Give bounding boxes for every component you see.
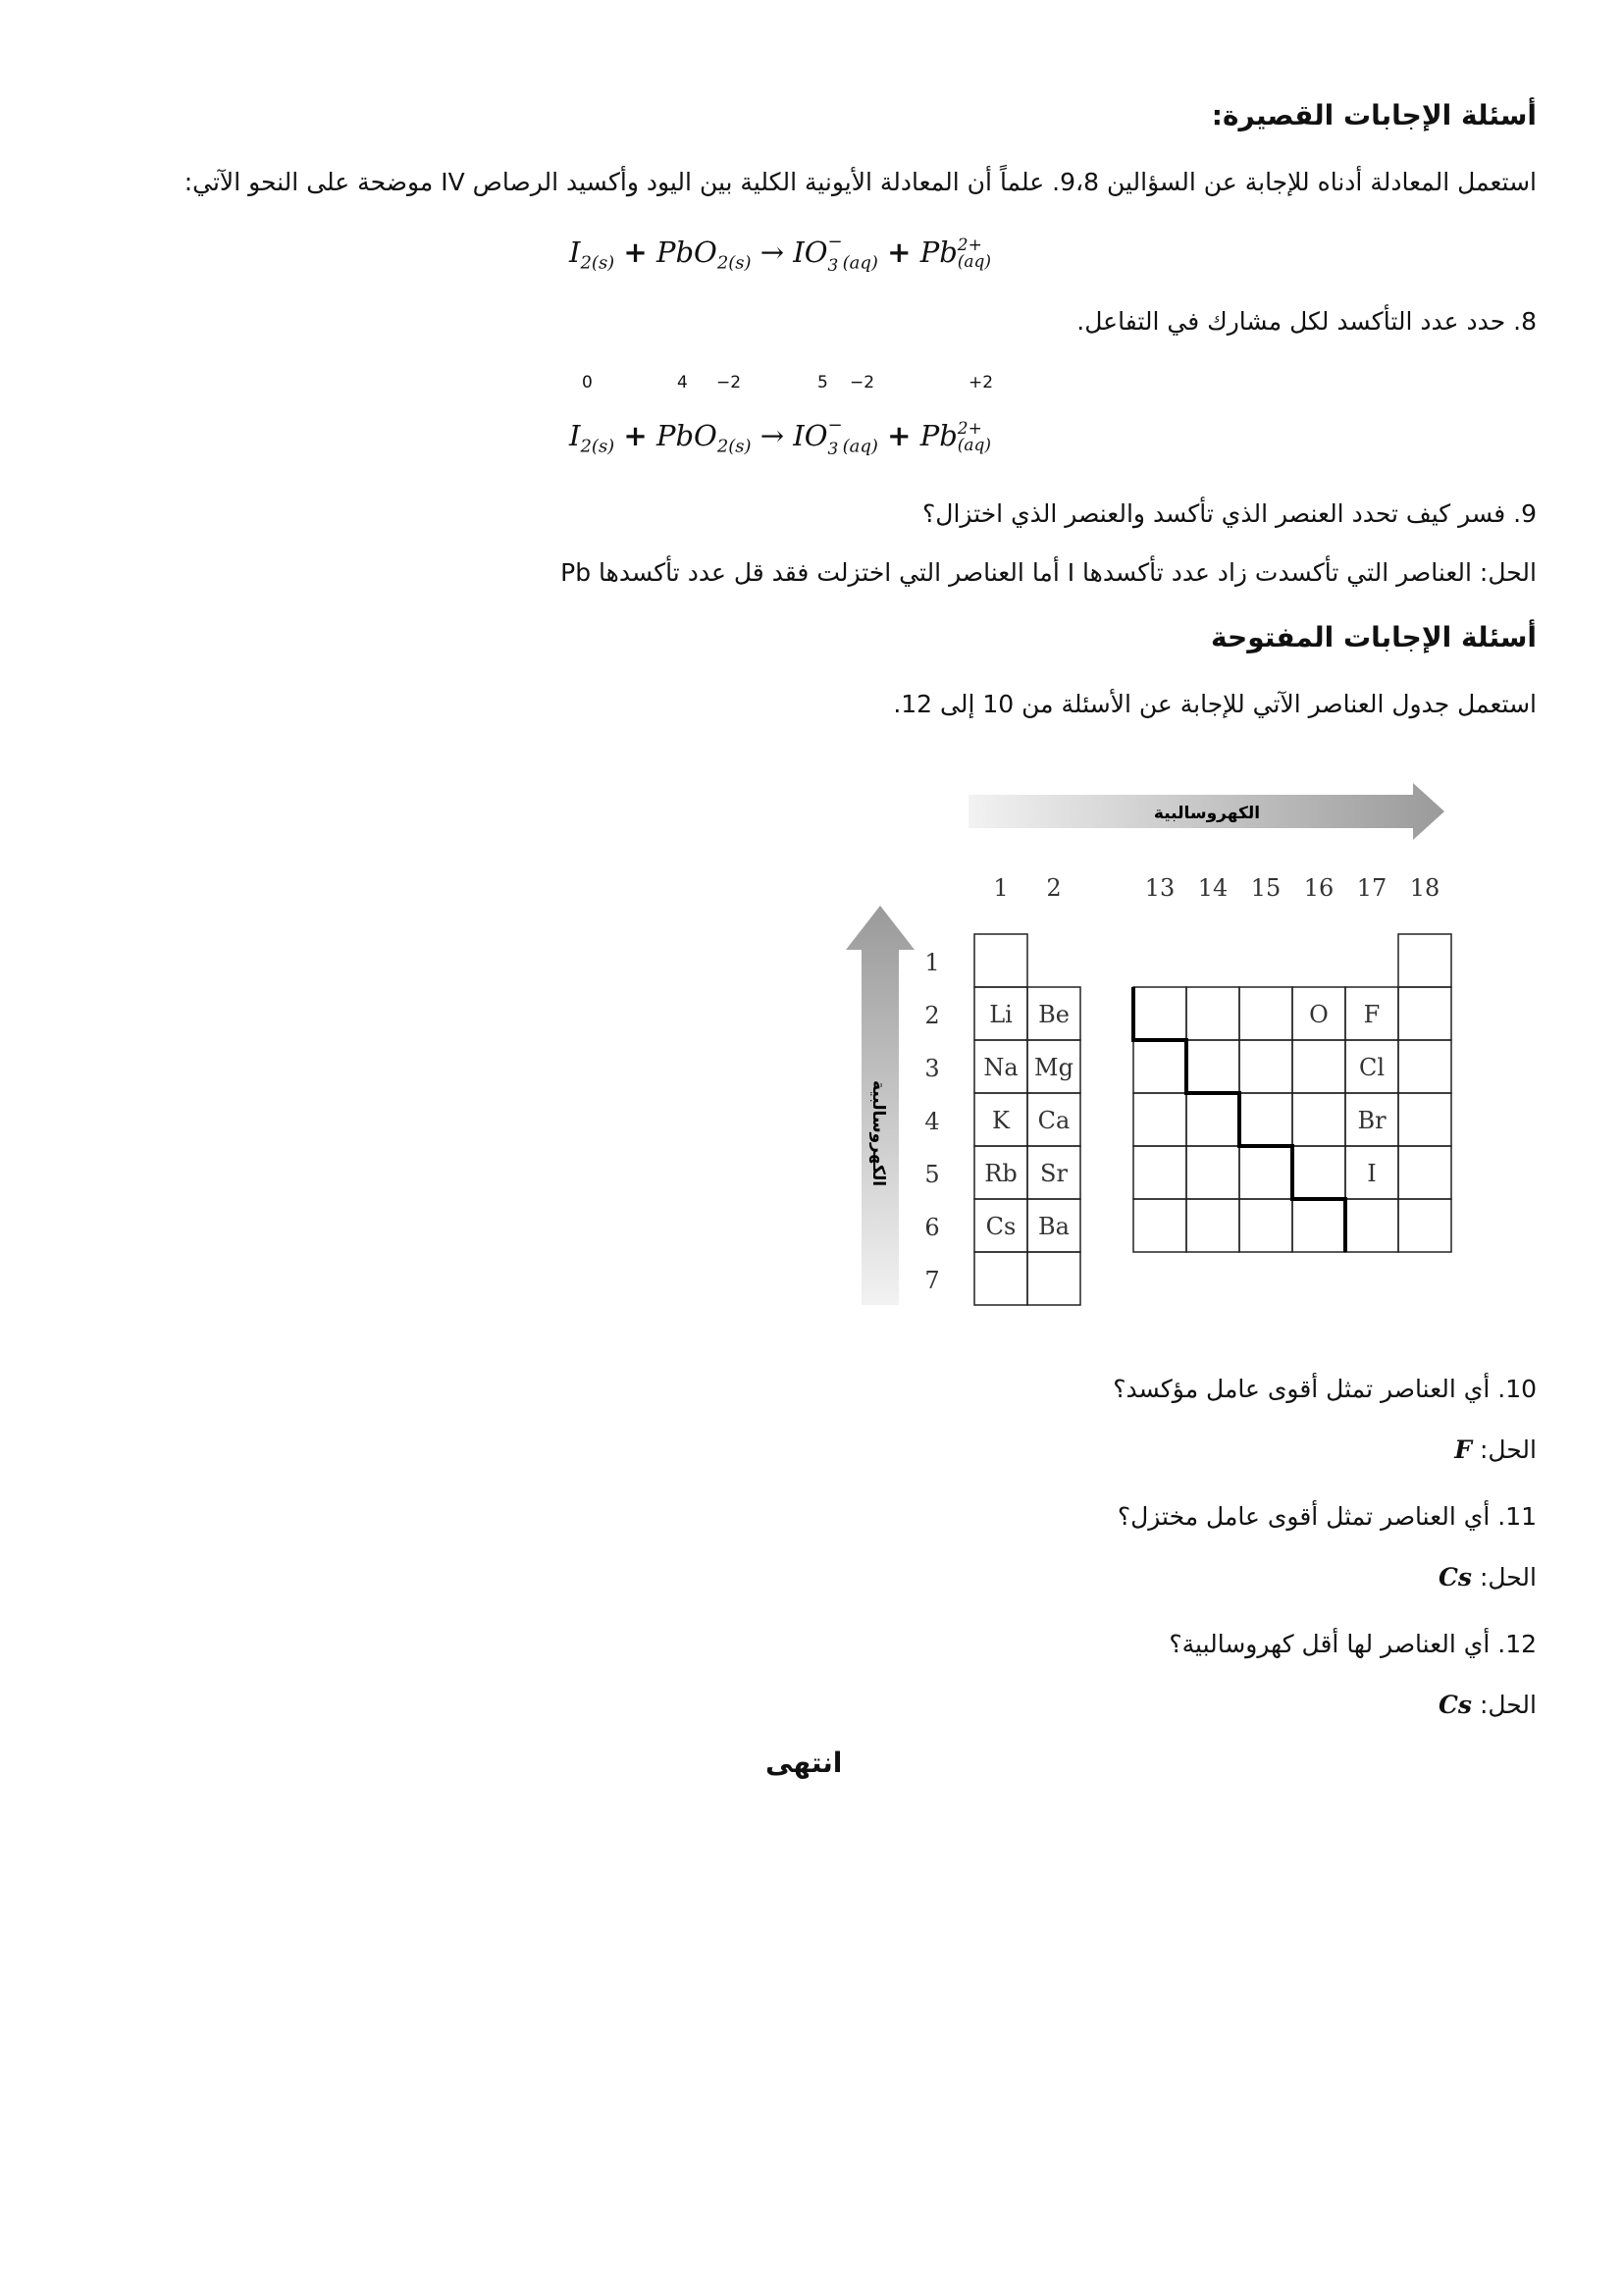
period-number: 4 — [924, 1108, 940, 1135]
ox-number-i-io3: 5 — [817, 373, 828, 392]
question-8: 8. حدد عدد التأكسد لكل مشارك في التفاعل. — [1076, 307, 1537, 336]
arrow-vertical-label: الكهروسالبية — [868, 1079, 888, 1187]
element-symbol: Ca — [1037, 1107, 1071, 1134]
answer-value: F — [1454, 1435, 1472, 1464]
eq-plus: + — [887, 235, 912, 269]
eq-stack: − 3 — [827, 415, 843, 459]
open-answers-heading: أسئلة الإجابات المفتوحة — [1211, 621, 1537, 653]
eq-plus: + — [623, 235, 648, 269]
period-number: 1 — [924, 949, 940, 976]
period-number: 6 — [924, 1214, 940, 1241]
element-symbol: I — [1367, 1160, 1377, 1187]
group-number: 2 — [1046, 874, 1062, 902]
group-number: 18 — [1409, 874, 1440, 902]
eq-sub: (aq) — [842, 252, 878, 274]
eq-product-pb: Pb — [919, 418, 958, 452]
question-11: 11. أي العناصر تمثل أقوى عامل مختزل؟ — [1117, 1502, 1537, 1531]
element-symbol: Ba — [1038, 1213, 1070, 1240]
answer-11 — [86, 1562, 1537, 1594]
short-answers-heading: أسئلة الإجابات القصيرة: — [1211, 99, 1537, 131]
answer-value: Cs — [1439, 1691, 1472, 1719]
eq-plus: + — [623, 418, 648, 452]
group-number: 15 — [1250, 874, 1282, 902]
equation-1 — [569, 234, 1079, 275]
element-symbol: K — [992, 1107, 1010, 1134]
eq-sub: 2(s) — [716, 436, 752, 457]
period-number: 5 — [924, 1161, 940, 1188]
answer-label: الحل: — [1479, 1435, 1537, 1464]
element-symbol: O — [1309, 1001, 1329, 1028]
end-text: انتهى — [765, 1747, 843, 1779]
element-symbol: Mg — [1034, 1054, 1073, 1081]
eq-product-io3: IO — [793, 235, 828, 269]
eq-reactant-pbo2: PbO — [655, 418, 717, 452]
ox-number-o-io3: −2 — [850, 373, 875, 392]
eq-stack: − 3 — [827, 232, 843, 276]
group-number: 13 — [1144, 874, 1176, 902]
answer-9: الحل: العناصر التي تأكسدت زاد عدد تأكسدها I أما العناصر التي اختزلت فقد قل عدد تأكسدها Pb — [560, 558, 1537, 587]
ox-number-pb4: 4 — [677, 373, 688, 392]
eq-stack: 2+ (aq) — [957, 418, 992, 455]
answer-label: الحل: — [1479, 1691, 1537, 1719]
period-number: 3 — [924, 1055, 940, 1082]
ox-number-i2: 0 — [582, 373, 593, 392]
element-symbol: F — [1363, 1001, 1381, 1028]
group-number: 1 — [993, 874, 1009, 902]
eq-sub: 2(s) — [580, 252, 615, 274]
period-number: 7 — [924, 1267, 940, 1294]
eq-stack: 2+ (aq) — [957, 235, 992, 272]
eq-sub: 2(s) — [716, 252, 752, 274]
answer-12 — [86, 1690, 1537, 1722]
ox-number-pb2: +2 — [969, 373, 994, 392]
group-number: 16 — [1303, 874, 1335, 902]
eq-product-io3: IO — [793, 418, 828, 452]
eq-arrow: → — [759, 418, 785, 452]
element-symbol: Cl — [1358, 1054, 1386, 1081]
question-9: 9. فسر كيف تحدد العنصر الذي تأكسد والعنصر الذي اختزال؟ — [922, 499, 1537, 528]
right-block-cells — [1133, 934, 1451, 1252]
eq-sub: 2(s) — [580, 436, 615, 457]
eq-arrow: → — [759, 235, 785, 269]
short-answers-intro: استعمل المعادلة أدناه للإجابة عن السؤالين 9،8. علماً أن المعادلة الأيونية الكلية بين اليود وأكسيد الرصاص IV موضحة على النحو الآتي: — [183, 168, 1537, 196]
eq-sub: (aq) — [842, 436, 878, 457]
eq-reactant-iodine: I — [569, 418, 581, 452]
answer-label: الحل: — [1479, 1563, 1537, 1592]
group-number: 17 — [1356, 874, 1387, 902]
answer-value: Cs — [1439, 1563, 1472, 1592]
element-symbol: Cs — [985, 1213, 1017, 1240]
period-number: 2 — [924, 1002, 940, 1029]
eq-reactant-iodine: I — [569, 235, 581, 269]
eq-plus: + — [887, 418, 912, 452]
eq-product-pb: Pb — [919, 235, 958, 269]
equation-2 — [569, 417, 1079, 458]
element-symbol: Br — [1357, 1107, 1387, 1134]
periodic-table-figure — [834, 780, 1462, 1310]
element-symbol: Sr — [1040, 1160, 1068, 1187]
ox-number-o-pbo2: −2 — [716, 373, 742, 392]
question-10: 10. أي العناصر تمثل أقوى عامل مؤكسد؟ — [1113, 1375, 1537, 1403]
element-symbol: Rb — [984, 1160, 1018, 1187]
open-answers-intro: استعمل جدول العناصر الآتي للإجابة عن الأسئلة من 10 إلى 12. — [893, 690, 1537, 718]
eq-reactant-pbo2: PbO — [655, 235, 717, 269]
question-12: 12. أي العناصر لها أقل كهروسالبية؟ — [1169, 1630, 1537, 1658]
element-symbol: Li — [989, 1001, 1013, 1028]
element-symbol: Be — [1038, 1001, 1070, 1028]
group-number: 14 — [1197, 874, 1229, 902]
element-symbol: Na — [983, 1054, 1019, 1081]
arrow-horizontal-label: الكهروسالبية — [1153, 804, 1261, 823]
answer-10 — [86, 1435, 1537, 1467]
